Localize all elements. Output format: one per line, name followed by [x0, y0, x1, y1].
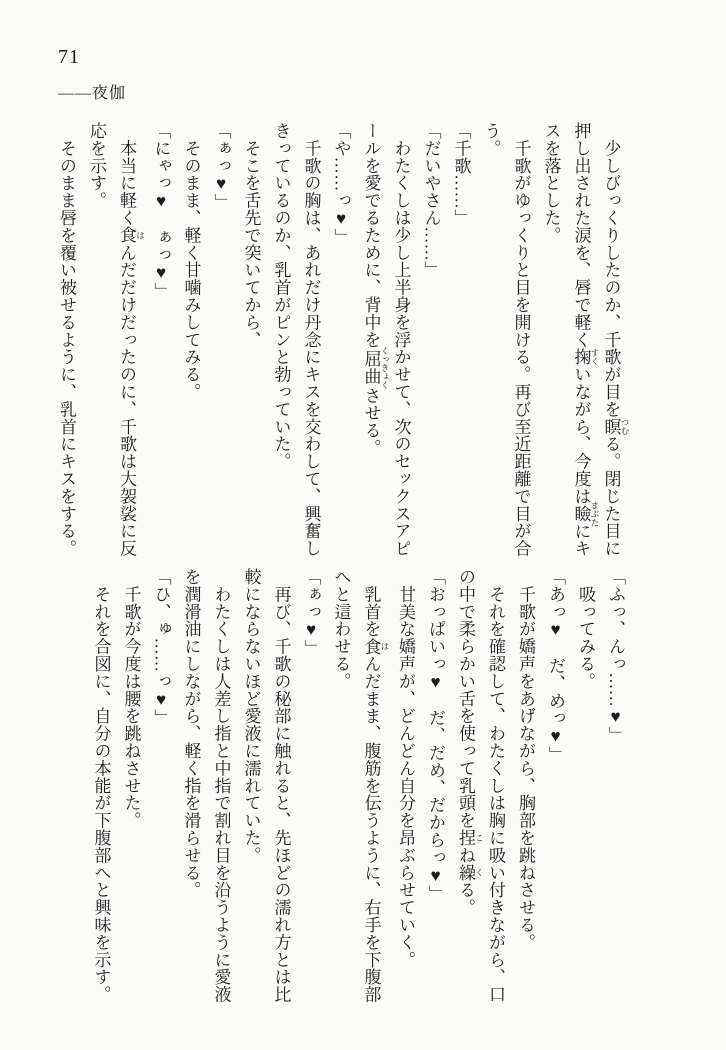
- paragraph: それを確認して、わたくしは胸に吸い付きながら、口の中で柔らかい舌を使って乳頭を捏 こね繰 くる。: [456, 568, 505, 1003]
- paragraph: 千歌が今度は腰を跳ねさせた。: [121, 568, 141, 829]
- paragraph: 再び、千歌の秘部に触れると、先ほどの濡れ方とは比較にならないほど愛液に濡れていた。: [241, 568, 291, 1003]
- paragraph: 千歌が嬌声をあげながら、胸部を跳ねさせる。: [516, 568, 535, 951]
- paragraph: 「ふっ、んっ……♥」: [606, 568, 625, 744]
- paragraph: 「や……っ♥」: [331, 122, 351, 246]
- paragraph: 「ひ、ゅ……っ♥」: [151, 568, 171, 727]
- ruby-annotated-word: 屈曲 くっきょく: [361, 346, 390, 389]
- paragraph: そのまま、軽く甘噛みしてみる。: [181, 122, 201, 401]
- paragraph: 本当に軽く食 はんだだけだったのに、千歌は大袈裟に反応を示す。: [87, 122, 146, 558]
- text-block-top: [56, 122, 630, 562]
- ruby-annotated-word: 瞼 まぶた: [571, 500, 600, 527]
- paragraph: 少しびっくりしたのか、千歌が目を瞑 つむる。閉じた目に押し出された涙を、唇で軽く掬 すくいながら、今度は瞼 まぶたにキスを落とした。: [541, 122, 630, 558]
- text-block-bottom: [86, 568, 630, 1008]
- paragraph: そこを舌先で突いてから、: [241, 122, 261, 349]
- paragraph: 乳首を食 はんだまま、腹筋を伝うように、右手を下腹部へと這わせる。: [331, 568, 390, 1004]
- paragraph: 千歌の胸は、あれだけ丹念にキスを交わして、興奮しきっているのか、乳首がピンと勃っていた。: [271, 122, 321, 557]
- paragraph: 「ぁっ♥」: [301, 568, 321, 657]
- paragraph: 吸ってみる。: [576, 568, 595, 690]
- ruby-annotated-word: 食 は: [117, 226, 146, 244]
- paragraph: 「千歌……」: [451, 122, 471, 227]
- paragraph: 「だいやさん……」: [421, 122, 441, 279]
- paragraph: 「にゃっ♥ ぁっ♥」: [151, 122, 171, 300]
- ruby-annotated-word: 瞑 つむ: [601, 417, 630, 436]
- page-header: [58, 46, 126, 103]
- ruby-annotated-word: 掬 すく: [571, 348, 600, 366]
- paragraph: わたくしは少し上半身を浮かせて、次のセックスアピールを愛でるために、背中を屈曲 くっきょくさせる。: [361, 122, 411, 557]
- paragraph: わたくしは人差し指と中指で割れ目を沿うように愛液を潤滑油にしながら、軽く指を滑らせる。: [181, 568, 231, 1003]
- chapter-running-title: ――夜伽: [58, 85, 127, 102]
- paragraph: 「ぁっ♥」: [211, 122, 231, 211]
- ruby-annotated-word: 繰 く: [456, 863, 485, 882]
- page-number: 71: [58, 46, 80, 68]
- paragraph: 「あっ♥ だ、めっ♥」: [546, 568, 565, 764]
- paragraph: そのまま唇を覆い被せるように、乳首にキスをする。: [57, 122, 76, 557]
- ruby-annotated-word: 食 は: [361, 637, 390, 656]
- paragraph: 「おっぱいっ♥ だ、だめ、だからっ♥」: [426, 568, 445, 903]
- paragraph: それを合図に、自分の本能が下腹部へと興味を示す。: [91, 568, 111, 1003]
- ruby-annotated-word: 捏 こ: [456, 829, 485, 847]
- paragraph: 甘美な嬌声が、どんどん自分を昂ぶらせていく。: [396, 568, 415, 969]
- paragraph: 千歌がゆっくりと目を開ける。再び至近距離で目が合う。: [481, 122, 531, 557]
